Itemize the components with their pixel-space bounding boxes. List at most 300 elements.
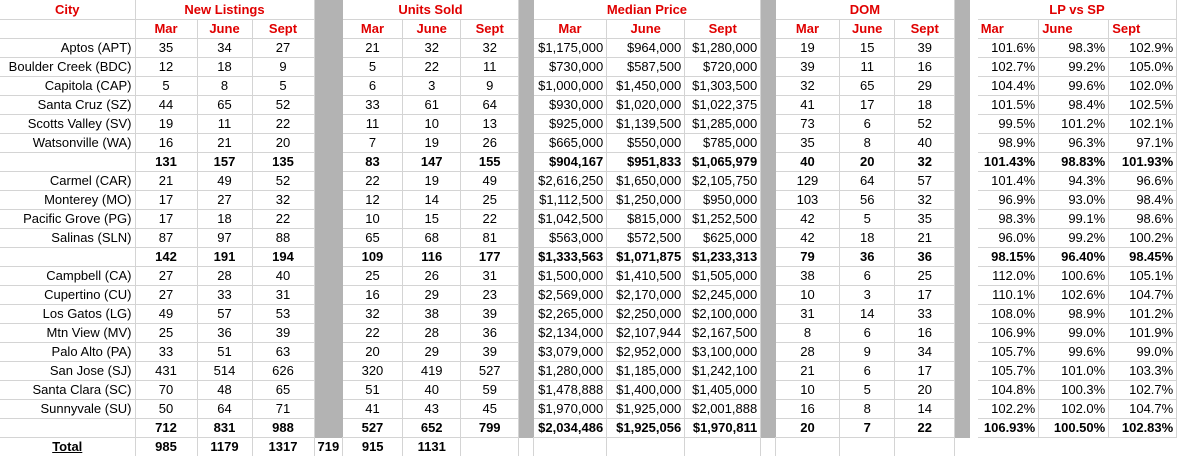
city-cell[interactable]: Cupertino (CU)	[0, 286, 135, 305]
lp-vs-sp-cell[interactable]: 96.6%	[1109, 172, 1177, 191]
units-sold-cell[interactable]: 3	[403, 77, 461, 96]
dom-cell[interactable]: 20	[895, 381, 955, 400]
new-listings-cell[interactable]: 71	[252, 400, 314, 419]
lp-vs-sp-cell[interactable]: 112.0%	[978, 267, 1039, 286]
dom-cell[interactable]: 17	[840, 96, 895, 115]
median-price-cell[interactable]: $1,250,000	[607, 191, 685, 210]
units-sold-cell[interactable]: 11	[461, 58, 519, 77]
dom-cell[interactable]: 31	[776, 305, 840, 324]
dom-cell[interactable]: 6	[840, 362, 895, 381]
new-listings-cell[interactable]: 985	[135, 438, 197, 457]
dom-cell[interactable]: 40	[776, 153, 840, 172]
lp-vs-sp-cell[interactable]: 98.6%	[1109, 210, 1177, 229]
dom-cell[interactable]: 16	[895, 324, 955, 343]
lp-vs-sp-cell[interactable]: 106.9%	[978, 324, 1039, 343]
lp-vs-sp-cell[interactable]: 100.6%	[1039, 267, 1109, 286]
median-price-cell[interactable]: $3,100,000	[685, 343, 761, 362]
median-price-cell[interactable]: $930,000	[534, 96, 607, 115]
lp-vs-sp-cell[interactable]: 98.9%	[978, 134, 1039, 153]
new-listings-cell[interactable]: 22	[252, 115, 314, 134]
dom-cell[interactable]: 8	[776, 324, 840, 343]
lp-vs-sp-cell[interactable]: 98.3%	[978, 210, 1039, 229]
new-listings-cell[interactable]: 39	[252, 324, 314, 343]
median-price-cell[interactable]: $730,000	[534, 58, 607, 77]
median-price-cell[interactable]: $550,000	[607, 134, 685, 153]
median-price-cell[interactable]: $1,450,000	[607, 77, 685, 96]
lp-vs-sp-cell[interactable]: 102.2%	[978, 400, 1039, 419]
median-price-cell[interactable]: $1,970,811	[685, 419, 761, 438]
new-listings-cell[interactable]: 35	[135, 39, 197, 58]
new-listings-cell[interactable]: 20	[252, 134, 314, 153]
city-cell[interactable]	[0, 419, 135, 438]
lp-vs-sp-cell[interactable]: 102.7%	[978, 58, 1039, 77]
city-cell[interactable]: Sunnyvale (SU)	[0, 400, 135, 419]
units-sold-cell[interactable]: 32	[403, 39, 461, 58]
new-listings-cell[interactable]: 51	[197, 343, 252, 362]
dom-header[interactable]: DOM	[776, 0, 955, 20]
dom-cell[interactable]: 33	[895, 305, 955, 324]
new-listings-cell[interactable]: 34	[197, 39, 252, 58]
lp-vs-sp-cell[interactable]: 102.6%	[1039, 286, 1109, 305]
month-header[interactable]: June	[1039, 20, 1109, 39]
new-listings-cell[interactable]: 988	[252, 419, 314, 438]
units-sold-cell[interactable]: 12	[343, 191, 403, 210]
dom-cell[interactable]: 129	[776, 172, 840, 191]
dom-cell[interactable]: 35	[895, 210, 955, 229]
lp-vs-sp-cell[interactable]: 98.4%	[1039, 96, 1109, 115]
lp-vs-sp-cell[interactable]: 106.93%	[978, 419, 1039, 438]
median-price-cell[interactable]: $1,303,500	[685, 77, 761, 96]
dom-cell[interactable]: 5	[840, 210, 895, 229]
units-sold-cell[interactable]: 59	[461, 381, 519, 400]
new-listings-cell[interactable]: 712	[135, 419, 197, 438]
median-price-cell[interactable]: $1,410,500	[607, 267, 685, 286]
month-header[interactable]: Mar	[534, 20, 607, 39]
dom-cell[interactable]: 28	[776, 343, 840, 362]
new-listings-cell[interactable]: 21	[135, 172, 197, 191]
city-cell[interactable]: Mtn View (MV)	[0, 324, 135, 343]
dom-cell[interactable]: 8	[840, 134, 895, 153]
median-price-cell[interactable]: $1,112,500	[534, 191, 607, 210]
units-sold-cell[interactable]: 41	[343, 400, 403, 419]
city-cell[interactable]: Carmel (CAR)	[0, 172, 135, 191]
dom-cell[interactable]: 14	[895, 400, 955, 419]
new-listings-cell[interactable]: 28	[197, 267, 252, 286]
units-sold-cell[interactable]: 32	[343, 305, 403, 324]
new-listings-cell[interactable]: 33	[135, 343, 197, 362]
median-price-cell[interactable]: $1,925,056	[607, 419, 685, 438]
lp-vs-sp-cell[interactable]: 101.9%	[1109, 324, 1177, 343]
dom-cell[interactable]: 22	[895, 419, 955, 438]
lp-vs-sp-cell[interactable]: 99.6%	[1039, 343, 1109, 362]
median-price-cell[interactable]: $665,000	[534, 134, 607, 153]
dom-cell[interactable]: 17	[895, 286, 955, 305]
new-listings-cell[interactable]: 53	[252, 305, 314, 324]
dom-cell[interactable]: 36	[895, 248, 955, 267]
dom-cell[interactable]: 103	[776, 191, 840, 210]
month-header[interactable]: Sept	[461, 20, 519, 39]
units-sold-cell[interactable]: 9	[461, 77, 519, 96]
median-price-cell[interactable]: $2,134,000	[534, 324, 607, 343]
dom-cell[interactable]: 20	[776, 419, 840, 438]
units-sold-cell[interactable]: 26	[461, 134, 519, 153]
city-cell[interactable]: Pacific Grove (PG)	[0, 210, 135, 229]
dom-cell[interactable]: 6	[840, 267, 895, 286]
dom-cell[interactable]: 16	[776, 400, 840, 419]
dom-cell[interactable]	[685, 438, 761, 457]
new-listings-cell[interactable]: 17	[135, 210, 197, 229]
units-sold-cell[interactable]: 29	[403, 343, 461, 362]
city-cell[interactable]: Campbell (CA)	[0, 267, 135, 286]
units-sold-cell[interactable]: 49	[461, 172, 519, 191]
new-listings-cell[interactable]: 65	[252, 381, 314, 400]
lp-vs-sp-cell[interactable]	[895, 438, 955, 457]
median-price-cell[interactable]: $950,000	[685, 191, 761, 210]
units-sold-cell[interactable]: 527	[343, 419, 403, 438]
new-listings-cell[interactable]: 48	[197, 381, 252, 400]
new-listings-cell[interactable]: 18	[197, 58, 252, 77]
new-listings-cell[interactable]: 49	[135, 305, 197, 324]
new-listings-cell[interactable]: 25	[135, 324, 197, 343]
median-price-cell[interactable]: $2,265,000	[534, 305, 607, 324]
units-sold-cell[interactable]: 11	[343, 115, 403, 134]
lp-vs-sp-cell[interactable]: 96.0%	[978, 229, 1039, 248]
median-price-cell[interactable]: $1,505,000	[685, 267, 761, 286]
dom-cell[interactable]: 21	[776, 362, 840, 381]
lp-vs-sp-cell[interactable]: 104.7%	[1109, 286, 1177, 305]
lp-vs-sp-cell[interactable]: 102.0%	[1039, 400, 1109, 419]
month-header[interactable]: Sept	[252, 20, 314, 39]
units-sold-cell[interactable]: 177	[461, 248, 519, 267]
lp-vs-sp-cell[interactable]: 100.50%	[1039, 419, 1109, 438]
city-cell[interactable]: Scotts Valley (SV)	[0, 115, 135, 134]
lp-vs-sp-cell[interactable]: 101.2%	[1109, 305, 1177, 324]
median-price-cell[interactable]: $2,616,250	[534, 172, 607, 191]
city-cell[interactable]: San Jose (SJ)	[0, 362, 135, 381]
median-price-cell[interactable]: $1,280,000	[534, 362, 607, 381]
new-listings-cell[interactable]: 52	[252, 172, 314, 191]
units-sold-cell[interactable]: 61	[403, 96, 461, 115]
median-price-cell[interactable]: $815,000	[607, 210, 685, 229]
units-sold-cell[interactable]: 43	[403, 400, 461, 419]
lp-vs-sp-cell[interactable]	[776, 438, 840, 457]
new-listings-cell[interactable]: 18	[197, 210, 252, 229]
month-header[interactable]: Mar	[343, 20, 403, 39]
dom-cell[interactable]: 17	[895, 362, 955, 381]
dom-cell[interactable]: 79	[776, 248, 840, 267]
month-header[interactable]: Mar	[776, 20, 840, 39]
lp-vs-sp-cell[interactable]	[840, 438, 895, 457]
median-price-cell[interactable]: $2,170,000	[607, 286, 685, 305]
new-listings-cell[interactable]: 22	[252, 210, 314, 229]
median-price-cell[interactable]: $904,167	[534, 153, 607, 172]
lp-vs-sp-cell[interactable]: 98.9%	[1039, 305, 1109, 324]
units-sold-cell[interactable]: 22	[343, 172, 403, 191]
city-cell[interactable]: Palo Alto (PA)	[0, 343, 135, 362]
dom-cell[interactable]: 56	[840, 191, 895, 210]
median-price-cell[interactable]: $2,034,486	[534, 419, 607, 438]
new-listings-cell[interactable]: 194	[252, 248, 314, 267]
dom-cell[interactable]: 42	[776, 229, 840, 248]
median-price-cell[interactable]: $1,042,500	[534, 210, 607, 229]
new-listings-cell[interactable]: 21	[197, 134, 252, 153]
dom-cell[interactable]: 25	[895, 267, 955, 286]
new-listings-cell[interactable]: 44	[135, 96, 197, 115]
dom-cell[interactable]	[761, 438, 776, 457]
new-listings-cell[interactable]: 142	[135, 248, 197, 267]
median-price-cell[interactable]: $3,079,000	[534, 343, 607, 362]
units-sold-cell[interactable]: 10	[403, 115, 461, 134]
dom-cell[interactable]: 18	[895, 96, 955, 115]
lp-vs-sp-cell[interactable]: 99.1%	[1039, 210, 1109, 229]
dom-cell[interactable]: 3	[840, 286, 895, 305]
month-header[interactable]: Mar	[135, 20, 197, 39]
new-listings-cell[interactable]: 1317	[252, 438, 314, 457]
city-cell[interactable]	[0, 248, 135, 267]
new-listings-cell[interactable]: 40	[252, 267, 314, 286]
blank-cell[interactable]	[0, 20, 135, 39]
units-sold-cell[interactable]: 320	[343, 362, 403, 381]
dom-cell[interactable]: 40	[895, 134, 955, 153]
month-header[interactable]: June	[197, 20, 252, 39]
lp-vs-sp-cell[interactable]: 105.0%	[1109, 58, 1177, 77]
new-listings-header[interactable]: New Listings	[135, 0, 314, 20]
units-sold-cell[interactable]: 81	[461, 229, 519, 248]
new-listings-cell[interactable]: 5	[252, 77, 314, 96]
dom-cell[interactable]: 6	[840, 115, 895, 134]
units-sold-cell[interactable]: 14	[403, 191, 461, 210]
lp-vs-sp-cell[interactable]: 97.1%	[1109, 134, 1177, 153]
median-price-cell[interactable]: $2,167,500	[685, 324, 761, 343]
lp-vs-sp-cell[interactable]: 96.3%	[1039, 134, 1109, 153]
city-cell[interactable]: Watsonville (WA)	[0, 134, 135, 153]
lp-vs-sp-cell[interactable]: 105.7%	[978, 343, 1039, 362]
month-header[interactable]: June	[840, 20, 895, 39]
units-sold-cell[interactable]: 155	[461, 153, 519, 172]
new-listings-cell[interactable]: 32	[252, 191, 314, 210]
new-listings-cell[interactable]: 431	[135, 362, 197, 381]
new-listings-cell[interactable]: 9	[252, 58, 314, 77]
median-price-cell[interactable]: $1,333,563	[534, 248, 607, 267]
month-header[interactable]: Sept	[685, 20, 761, 39]
lp-vs-sp-cell[interactable]: 99.0%	[1109, 343, 1177, 362]
median-price-cell[interactable]: $2,250,000	[607, 305, 685, 324]
units-sold-cell[interactable]: 45	[461, 400, 519, 419]
lp-vs-sp-cell[interactable]: 98.4%	[1109, 191, 1177, 210]
new-listings-cell[interactable]: 33	[197, 286, 252, 305]
units-sold-cell[interactable]: 109	[343, 248, 403, 267]
dom-cell[interactable]: 73	[776, 115, 840, 134]
median-price-cell[interactable]: $951,833	[607, 153, 685, 172]
new-listings-cell[interactable]: 27	[135, 286, 197, 305]
median-price-cell[interactable]: $1,925,000	[607, 400, 685, 419]
units-sold-cell[interactable]: 20	[343, 343, 403, 362]
new-listings-cell[interactable]: 27	[252, 39, 314, 58]
lp-vs-sp-cell[interactable]: 110.1%	[978, 286, 1039, 305]
units-sold-cell[interactable]: 29	[403, 286, 461, 305]
lp-vs-sp-cell[interactable]: 98.45%	[1109, 248, 1177, 267]
units-sold-cell[interactable]: 51	[343, 381, 403, 400]
new-listings-cell[interactable]: 831	[197, 419, 252, 438]
lp-vs-sp-cell[interactable]: 98.3%	[1039, 39, 1109, 58]
dom-cell[interactable]: 9	[840, 343, 895, 362]
lp-vs-sp-cell[interactable]: 104.8%	[978, 381, 1039, 400]
city-cell[interactable]: Salinas (SLN)	[0, 229, 135, 248]
new-listings-cell[interactable]: 27	[135, 267, 197, 286]
median-price-cell[interactable]: $1,500,000	[534, 267, 607, 286]
new-listings-cell[interactable]: 88	[252, 229, 314, 248]
units-sold-cell[interactable]: 25	[343, 267, 403, 286]
dom-cell[interactable]: 10	[776, 381, 840, 400]
lp-vs-sp-cell[interactable]: 101.2%	[1039, 115, 1109, 134]
units-sold-cell[interactable]: 65	[343, 229, 403, 248]
lp-vs-sp-header[interactable]: LP vs SP	[978, 0, 1177, 20]
median-price-cell[interactable]: $1,970,000	[534, 400, 607, 419]
lp-vs-sp-cell[interactable]: 96.40%	[1039, 248, 1109, 267]
median-price-cell[interactable]: $2,100,000	[685, 305, 761, 324]
units-sold-cell[interactable]: 22	[403, 58, 461, 77]
new-listings-cell[interactable]: 70	[135, 381, 197, 400]
lp-vs-sp-cell[interactable]: 101.43%	[978, 153, 1039, 172]
median-price-cell[interactable]	[534, 438, 607, 457]
median-price-cell[interactable]: $1,478,888	[534, 381, 607, 400]
new-listings-cell[interactable]: 17	[135, 191, 197, 210]
dom-cell[interactable]: 64	[840, 172, 895, 191]
median-price-header[interactable]: Median Price	[534, 0, 761, 20]
median-price-cell[interactable]: $1,020,000	[607, 96, 685, 115]
units-sold-cell[interactable]: 68	[403, 229, 461, 248]
lp-vs-sp-cell[interactable]: 104.7%	[1109, 400, 1177, 419]
lp-vs-sp-cell[interactable]: 93.0%	[1039, 191, 1109, 210]
lp-vs-sp-cell[interactable]: 99.5%	[978, 115, 1039, 134]
median-price-cell[interactable]: $572,500	[607, 229, 685, 248]
median-price-cell[interactable]: $1,242,100	[685, 362, 761, 381]
median-price-cell[interactable]: $2,001,888	[685, 400, 761, 419]
units-sold-cell[interactable]: 22	[343, 324, 403, 343]
new-listings-cell[interactable]: 12	[135, 58, 197, 77]
new-listings-cell[interactable]: 16	[135, 134, 197, 153]
new-listings-cell[interactable]: 63	[252, 343, 314, 362]
new-listings-cell[interactable]: 1179	[197, 438, 252, 457]
units-sold-cell[interactable]: 40	[403, 381, 461, 400]
new-listings-cell[interactable]: 49	[197, 172, 252, 191]
units-sold-cell[interactable]: 25	[461, 191, 519, 210]
dom-cell[interactable]: 39	[895, 39, 955, 58]
month-header[interactable]: June	[403, 20, 461, 39]
median-price-cell[interactable]: $1,233,313	[685, 248, 761, 267]
new-listings-cell[interactable]: 626	[252, 362, 314, 381]
city-cell[interactable]	[0, 153, 135, 172]
units-sold-cell[interactable]: 419	[403, 362, 461, 381]
new-listings-cell[interactable]: 57	[197, 305, 252, 324]
lp-vs-sp-cell[interactable]: 100.3%	[1039, 381, 1109, 400]
units-sold-cell[interactable]: 28	[403, 324, 461, 343]
lp-vs-sp-cell[interactable]: 102.83%	[1109, 419, 1177, 438]
lp-vs-sp-cell[interactable]: 104.4%	[978, 77, 1039, 96]
units-sold-cell[interactable]: 39	[461, 343, 519, 362]
dom-cell[interactable]: 8	[840, 400, 895, 419]
month-header[interactable]: Mar	[978, 20, 1039, 39]
median-price-cell[interactable]: $1,280,000	[685, 39, 761, 58]
units-sold-cell[interactable]: 13	[461, 115, 519, 134]
dom-cell[interactable]: 18	[840, 229, 895, 248]
dom-cell[interactable]: 39	[776, 58, 840, 77]
lp-vs-sp-cell[interactable]: 96.9%	[978, 191, 1039, 210]
units-sold-cell[interactable]: 26	[403, 267, 461, 286]
units-sold-cell[interactable]: 16	[343, 286, 403, 305]
dom-cell[interactable]: 32	[895, 191, 955, 210]
median-price-cell[interactable]: $785,000	[685, 134, 761, 153]
median-price-cell[interactable]: $1,252,500	[685, 210, 761, 229]
median-price-cell[interactable]: $1,285,000	[685, 115, 761, 134]
units-sold-cell[interactable]: 38	[403, 305, 461, 324]
median-price-cell[interactable]: $1,405,000	[685, 381, 761, 400]
new-listings-cell[interactable]: 97	[197, 229, 252, 248]
city-cell[interactable]: Aptos (APT)	[0, 39, 135, 58]
city-cell[interactable]: Capitola (CAP)	[0, 77, 135, 96]
lp-vs-sp-cell[interactable]: 101.93%	[1109, 153, 1177, 172]
median-price-cell[interactable]: $925,000	[534, 115, 607, 134]
lp-vs-sp-cell[interactable]: 102.9%	[1109, 39, 1177, 58]
lp-vs-sp-cell[interactable]: 105.7%	[978, 362, 1039, 381]
median-price-cell[interactable]: $1,185,000	[607, 362, 685, 381]
units-sold-cell[interactable]: 915	[343, 438, 403, 457]
median-price-cell[interactable]: $563,000	[534, 229, 607, 248]
city-cell[interactable]: Los Gatos (LG)	[0, 305, 135, 324]
median-price-cell[interactable]: $1,071,875	[607, 248, 685, 267]
month-header[interactable]: Sept	[895, 20, 955, 39]
median-price-cell[interactable]	[519, 438, 534, 457]
median-price-cell[interactable]: $1,000,000	[534, 77, 607, 96]
dom-cell[interactable]: 52	[895, 115, 955, 134]
dom-cell[interactable]: 21	[895, 229, 955, 248]
units-sold-cell[interactable]: 83	[343, 153, 403, 172]
units-sold-cell[interactable]: 10	[343, 210, 403, 229]
dom-cell[interactable]: 6	[840, 324, 895, 343]
lp-vs-sp-cell[interactable]: 101.0%	[1039, 362, 1109, 381]
lp-vs-sp-cell[interactable]: 101.5%	[978, 96, 1039, 115]
lp-vs-sp-cell[interactable]: 98.15%	[978, 248, 1039, 267]
units-sold-cell[interactable]: 799	[461, 419, 519, 438]
median-price-cell[interactable]: $1,175,000	[534, 39, 607, 58]
new-listings-cell[interactable]: 19	[135, 115, 197, 134]
new-listings-cell[interactable]: 135	[252, 153, 314, 172]
lp-vs-sp-cell[interactable]: 100.2%	[1109, 229, 1177, 248]
city-cell[interactable]: Boulder Creek (BDC)	[0, 58, 135, 77]
new-listings-cell[interactable]: 514	[197, 362, 252, 381]
dom-cell[interactable]: 35	[776, 134, 840, 153]
units-sold-cell[interactable]: 33	[343, 96, 403, 115]
lp-vs-sp-cell[interactable]: 102.7%	[1109, 381, 1177, 400]
units-sold-cell[interactable]: 116	[403, 248, 461, 267]
dom-cell[interactable]: 32	[776, 77, 840, 96]
lp-vs-sp-cell[interactable]: 98.83%	[1039, 153, 1109, 172]
median-price-cell[interactable]: $2,105,750	[685, 172, 761, 191]
dom-cell[interactable]: 41	[776, 96, 840, 115]
new-listings-cell[interactable]: 52	[252, 96, 314, 115]
new-listings-cell[interactable]: 5	[135, 77, 197, 96]
dom-cell[interactable]: 15	[840, 39, 895, 58]
new-listings-cell[interactable]: 50	[135, 400, 197, 419]
units-sold-cell[interactable]: 1131	[403, 438, 461, 457]
units-sold-cell[interactable]: 652	[403, 419, 461, 438]
lp-vs-sp-cell[interactable]: 105.1%	[1109, 267, 1177, 286]
new-listings-cell[interactable]: 36	[197, 324, 252, 343]
median-price-cell[interactable]: $2,952,000	[607, 343, 685, 362]
dom-cell[interactable]: 19	[776, 39, 840, 58]
units-sold-cell[interactable]: 64	[461, 96, 519, 115]
dom-cell[interactable]: 5	[840, 381, 895, 400]
